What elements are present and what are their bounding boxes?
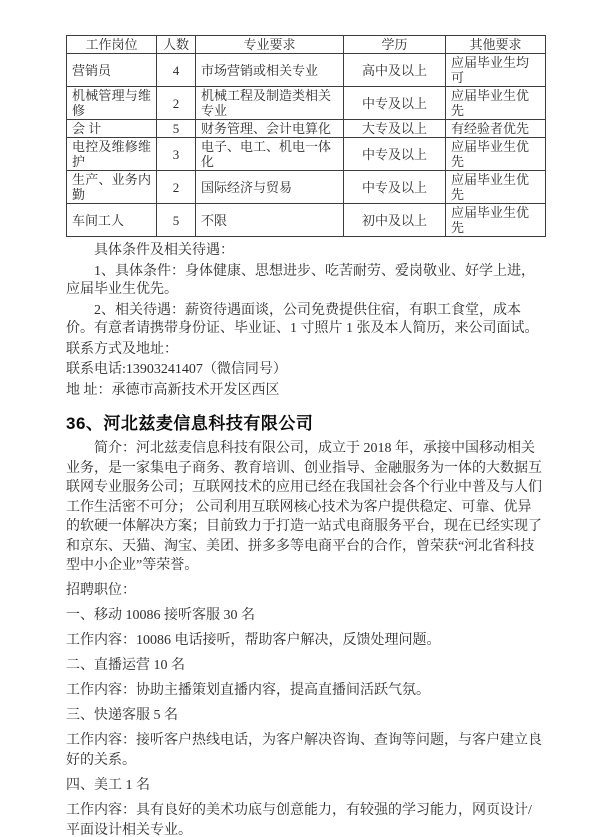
table-row (67, 54, 546, 87)
cell-other: 应届毕业生优先 (446, 87, 546, 120)
recruit-label: 招聘职位： (66, 582, 136, 598)
contact-section (66, 341, 545, 401)
cell-count: 4 (157, 54, 196, 87)
cell-position: 会 计 (67, 120, 157, 138)
cell-position: 生产、业务内勤 (67, 171, 157, 204)
cell-count: 5 (157, 120, 196, 138)
col-header-education: 学历 (344, 36, 446, 54)
cell-position: 电控及维修维护 (67, 138, 157, 171)
cell-count: 3 (157, 138, 196, 171)
cell-major: 机械工程及制造类相关专业 (196, 87, 344, 120)
position-title: 三、快递客服 5 名 (66, 707, 178, 723)
contact-phone: 联系电话:13903241407（微信同号） (66, 362, 287, 377)
col-header-major: 专业要求 (196, 36, 344, 54)
cell-major: 电子、电工、机电一体化 (196, 138, 344, 171)
conditions-item-2: 2、相关待遇：薪资待遇面谈，公司免费提供住宿，有职工食堂，成本价。有意者请携带身份证、毕业证、1 寸照片 1 张及本人简历，来公司面试。 (66, 302, 539, 336)
table-row (67, 204, 546, 237)
company-heading: 36、河北兹麦信息科技有限公司 (66, 414, 314, 433)
contact-address: 地 址：承德市高新技术开发区西区 (66, 382, 280, 398)
cell-other: 应届毕业生优先 (446, 171, 546, 204)
cell-education: 中专及以上 (344, 87, 446, 120)
col-header-position: 工作岗位 (67, 36, 157, 54)
cell-education: 初中及以上 (344, 204, 446, 237)
position-title: 四、美工 1 名 (66, 777, 150, 793)
company-section (66, 409, 545, 837)
conditions-title: 具体条件及相关待遇： (94, 243, 234, 258)
company-intro: 简介：河北兹麦信息科技有限公司，成立于 2018 年，承接中国移动相关业务，是一家集电子商务、教育培训、创业指导、金融服务为一体的大数据互联网专业服务公司；互联网技术的应用已经在我国社会各个行业中普及与人们工作生活密不可分； 公司利用互联网核心技术为客户提供稳定、可靠、优异的软硬一体解决方案；目前致力于打造一站式电商服务平台，现在已经实现了和京东、天猫、淘宝、美团、拼多多等电商平台的合作，曾荣获“河北省科技型中小企业”等荣誉。 (66, 441, 542, 573)
position-desc: 工作内容：具有良好的美术功底与创意能力，有较强的学习能力，网页设计/平面设计相关专业。 (66, 802, 532, 837)
table-row (67, 171, 546, 204)
position-desc: 工作内容：10086 电话接听，帮助客户解决，反馈处理问题。 (66, 632, 441, 648)
table-row (67, 120, 546, 138)
position-desc: 工作内容：接听客户热线电话，为客户解决咨询、查询等问题，与客户建立良好的关系。 (66, 732, 542, 768)
contact-title: 联系方式及地址： (66, 341, 178, 357)
cell-major: 不限 (196, 204, 344, 237)
cell-education: 中专及以上 (344, 171, 446, 204)
table-row (67, 138, 546, 171)
cell-other: 应届毕业生优先 (446, 204, 546, 237)
cell-position: 营销员 (67, 54, 157, 87)
cell-education: 高中及以上 (344, 54, 446, 87)
table-row (67, 87, 546, 120)
cell-education: 中专及以上 (344, 138, 446, 171)
cell-position: 机械管理与维修 (67, 87, 157, 120)
cell-major: 市场营销或相关专业 (196, 54, 344, 87)
cell-education: 大专及以上 (344, 120, 446, 138)
document-content (66, 35, 545, 837)
cell-major: 财务管理、会计电算化 (196, 120, 344, 138)
job-requirements-table (66, 35, 546, 237)
position-title: 一、移动 10086 接听客服 30 名 (66, 607, 255, 623)
cell-count: 2 (157, 171, 196, 204)
cell-other: 应届毕业生优先 (446, 138, 546, 171)
position-title: 二、直播运营 10 名 (66, 657, 185, 673)
table-header-row (67, 36, 546, 54)
conditions-item-1: 1、具体条件：身体健康、思想进步、吃苦耐劳、爱岗敬业、好学上进，应届毕业生优先。 (66, 263, 535, 297)
cell-other: 应届毕业生均可 (446, 54, 546, 87)
cell-count: 5 (157, 204, 196, 237)
cell-other: 有经验者优先 (446, 120, 546, 138)
cell-major: 国际经济与贸易 (196, 171, 344, 204)
cell-position: 车间工人 (67, 204, 157, 237)
conditions-section (66, 242, 545, 339)
col-header-other: 其他要求 (446, 36, 546, 54)
cell-count: 2 (157, 87, 196, 120)
col-header-count: 人数 (157, 36, 196, 54)
positions-list (66, 581, 545, 837)
position-desc: 工作内容：协助主播策划直播内容，提高直播间活跃气氛。 (66, 682, 430, 698)
